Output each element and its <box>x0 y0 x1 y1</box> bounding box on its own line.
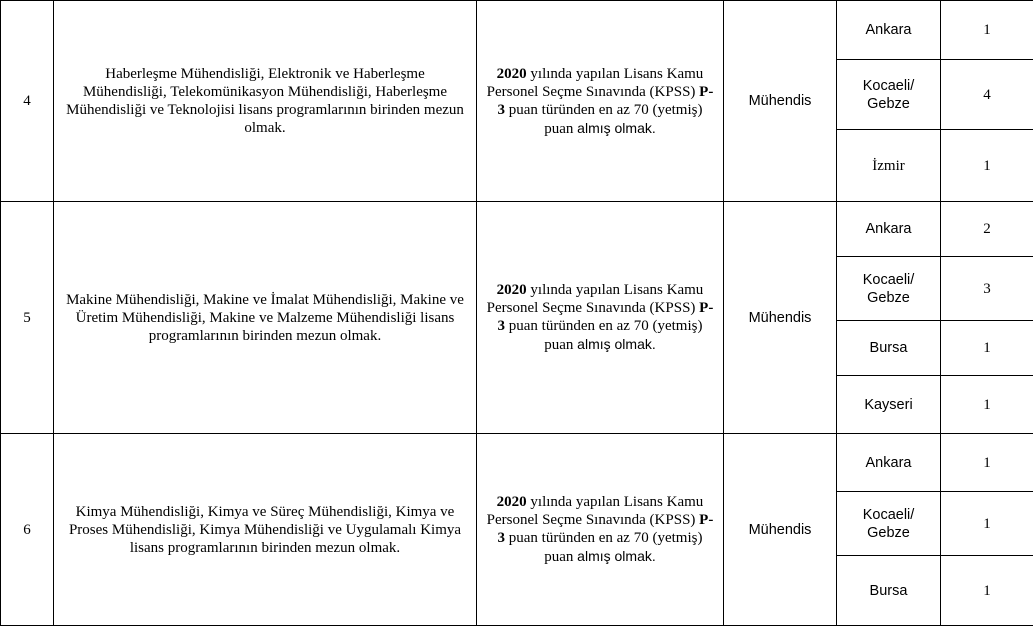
kpss-text: yılında yapılan Lisans Kamu Personel Seçme Sınavında (KPSS) <box>486 282 704 316</box>
location-count: 4 <box>941 60 1033 130</box>
position-title: Mühendis <box>724 1 837 202</box>
row-number: 6 <box>1 434 54 626</box>
position-title: Mühendis <box>724 202 837 434</box>
position-title: Mühendis <box>724 434 837 626</box>
location-city: Kocaeli/ Gebze <box>837 492 941 556</box>
location-city: Bursa <box>837 321 941 376</box>
kpss-text: puan türünden en az 70 (yetmiş) puan <box>505 318 703 353</box>
location-city: Ankara <box>837 202 941 257</box>
location-city: Ankara <box>837 434 941 492</box>
kpss-text: almış olmak. <box>577 119 656 136</box>
kpss-text: puan türünden en az 70 (yetmiş) puan <box>505 101 703 137</box>
location-city: Ankara <box>837 1 941 60</box>
kpss-score-type: P-3 <box>497 512 714 546</box>
kpss-text: puan türünden en az 70 (yetmiş) puan <box>505 530 703 565</box>
kpss-year: 2020 <box>496 65 527 82</box>
table-row <box>1 1 1033 60</box>
location-count: 1 <box>941 434 1033 492</box>
location-count: 1 <box>941 130 1033 202</box>
education-requirement: Makine Mühendisliği, Makine ve İmalat Mühendisliği, Makine ve Üretim Mühendisliği, Makine ve Malzeme Mühendisliği lisans programlarının birinden mezun olmak. <box>54 202 477 434</box>
location-count: 1 <box>941 376 1033 434</box>
location-count: 1 <box>941 1 1033 60</box>
kpss-score-type: P-3 <box>497 300 714 334</box>
kpss-requirement <box>477 1 724 202</box>
row-number: 5 <box>1 202 54 434</box>
location-count: 3 <box>941 257 1033 321</box>
kpss-year: 2020 <box>496 494 527 510</box>
kpss-text: almış olmak. <box>577 336 656 352</box>
location-count: 1 <box>941 556 1033 626</box>
kpss-score-type: P-3 <box>497 83 714 118</box>
location-count: 2 <box>941 202 1033 257</box>
education-requirement: Kimya Mühendisliği, Kimya ve Süreç Mühendisliği, Kimya ve Proses Mühendisliği, Kimya Mühendisliği ve Uygulamalı Kimya lisans programlarının birinden mezun olmak. <box>54 434 477 626</box>
kpss-requirement <box>477 202 724 434</box>
kpss-text: yılında yapılan Lisans Kamu Personel Seçme Sınavında (KPSS) <box>486 494 704 528</box>
location-city: Kocaeli/ Gebze <box>837 60 941 130</box>
kpss-text: almış olmak. <box>577 548 656 564</box>
location-count: 1 <box>941 492 1033 556</box>
location-city: Bursa <box>837 556 941 626</box>
education-requirement: Haberleşme Mühendisliği, Elektronik ve Haberleşme Mühendisliği, Telekomünikasyon Mühendisliği, Haberleşme Mühendisliği ve Teknolojisi lisans programlarının birinden mezun olmak. <box>54 1 477 202</box>
location-city: Kayseri <box>837 376 941 434</box>
row-number: 4 <box>1 1 54 202</box>
location-count: 1 <box>941 321 1033 376</box>
location-city: İzmir <box>837 130 941 202</box>
kpss-requirement <box>477 434 724 626</box>
location-city: Kocaeli/ Gebze <box>837 257 941 321</box>
kpss-year: 2020 <box>496 282 527 298</box>
table-row <box>1 202 1033 257</box>
table-row <box>1 434 1033 492</box>
kpss-text: yılında yapılan Lisans Kamu Personel Seçme Sınavında (KPSS) <box>486 65 704 100</box>
